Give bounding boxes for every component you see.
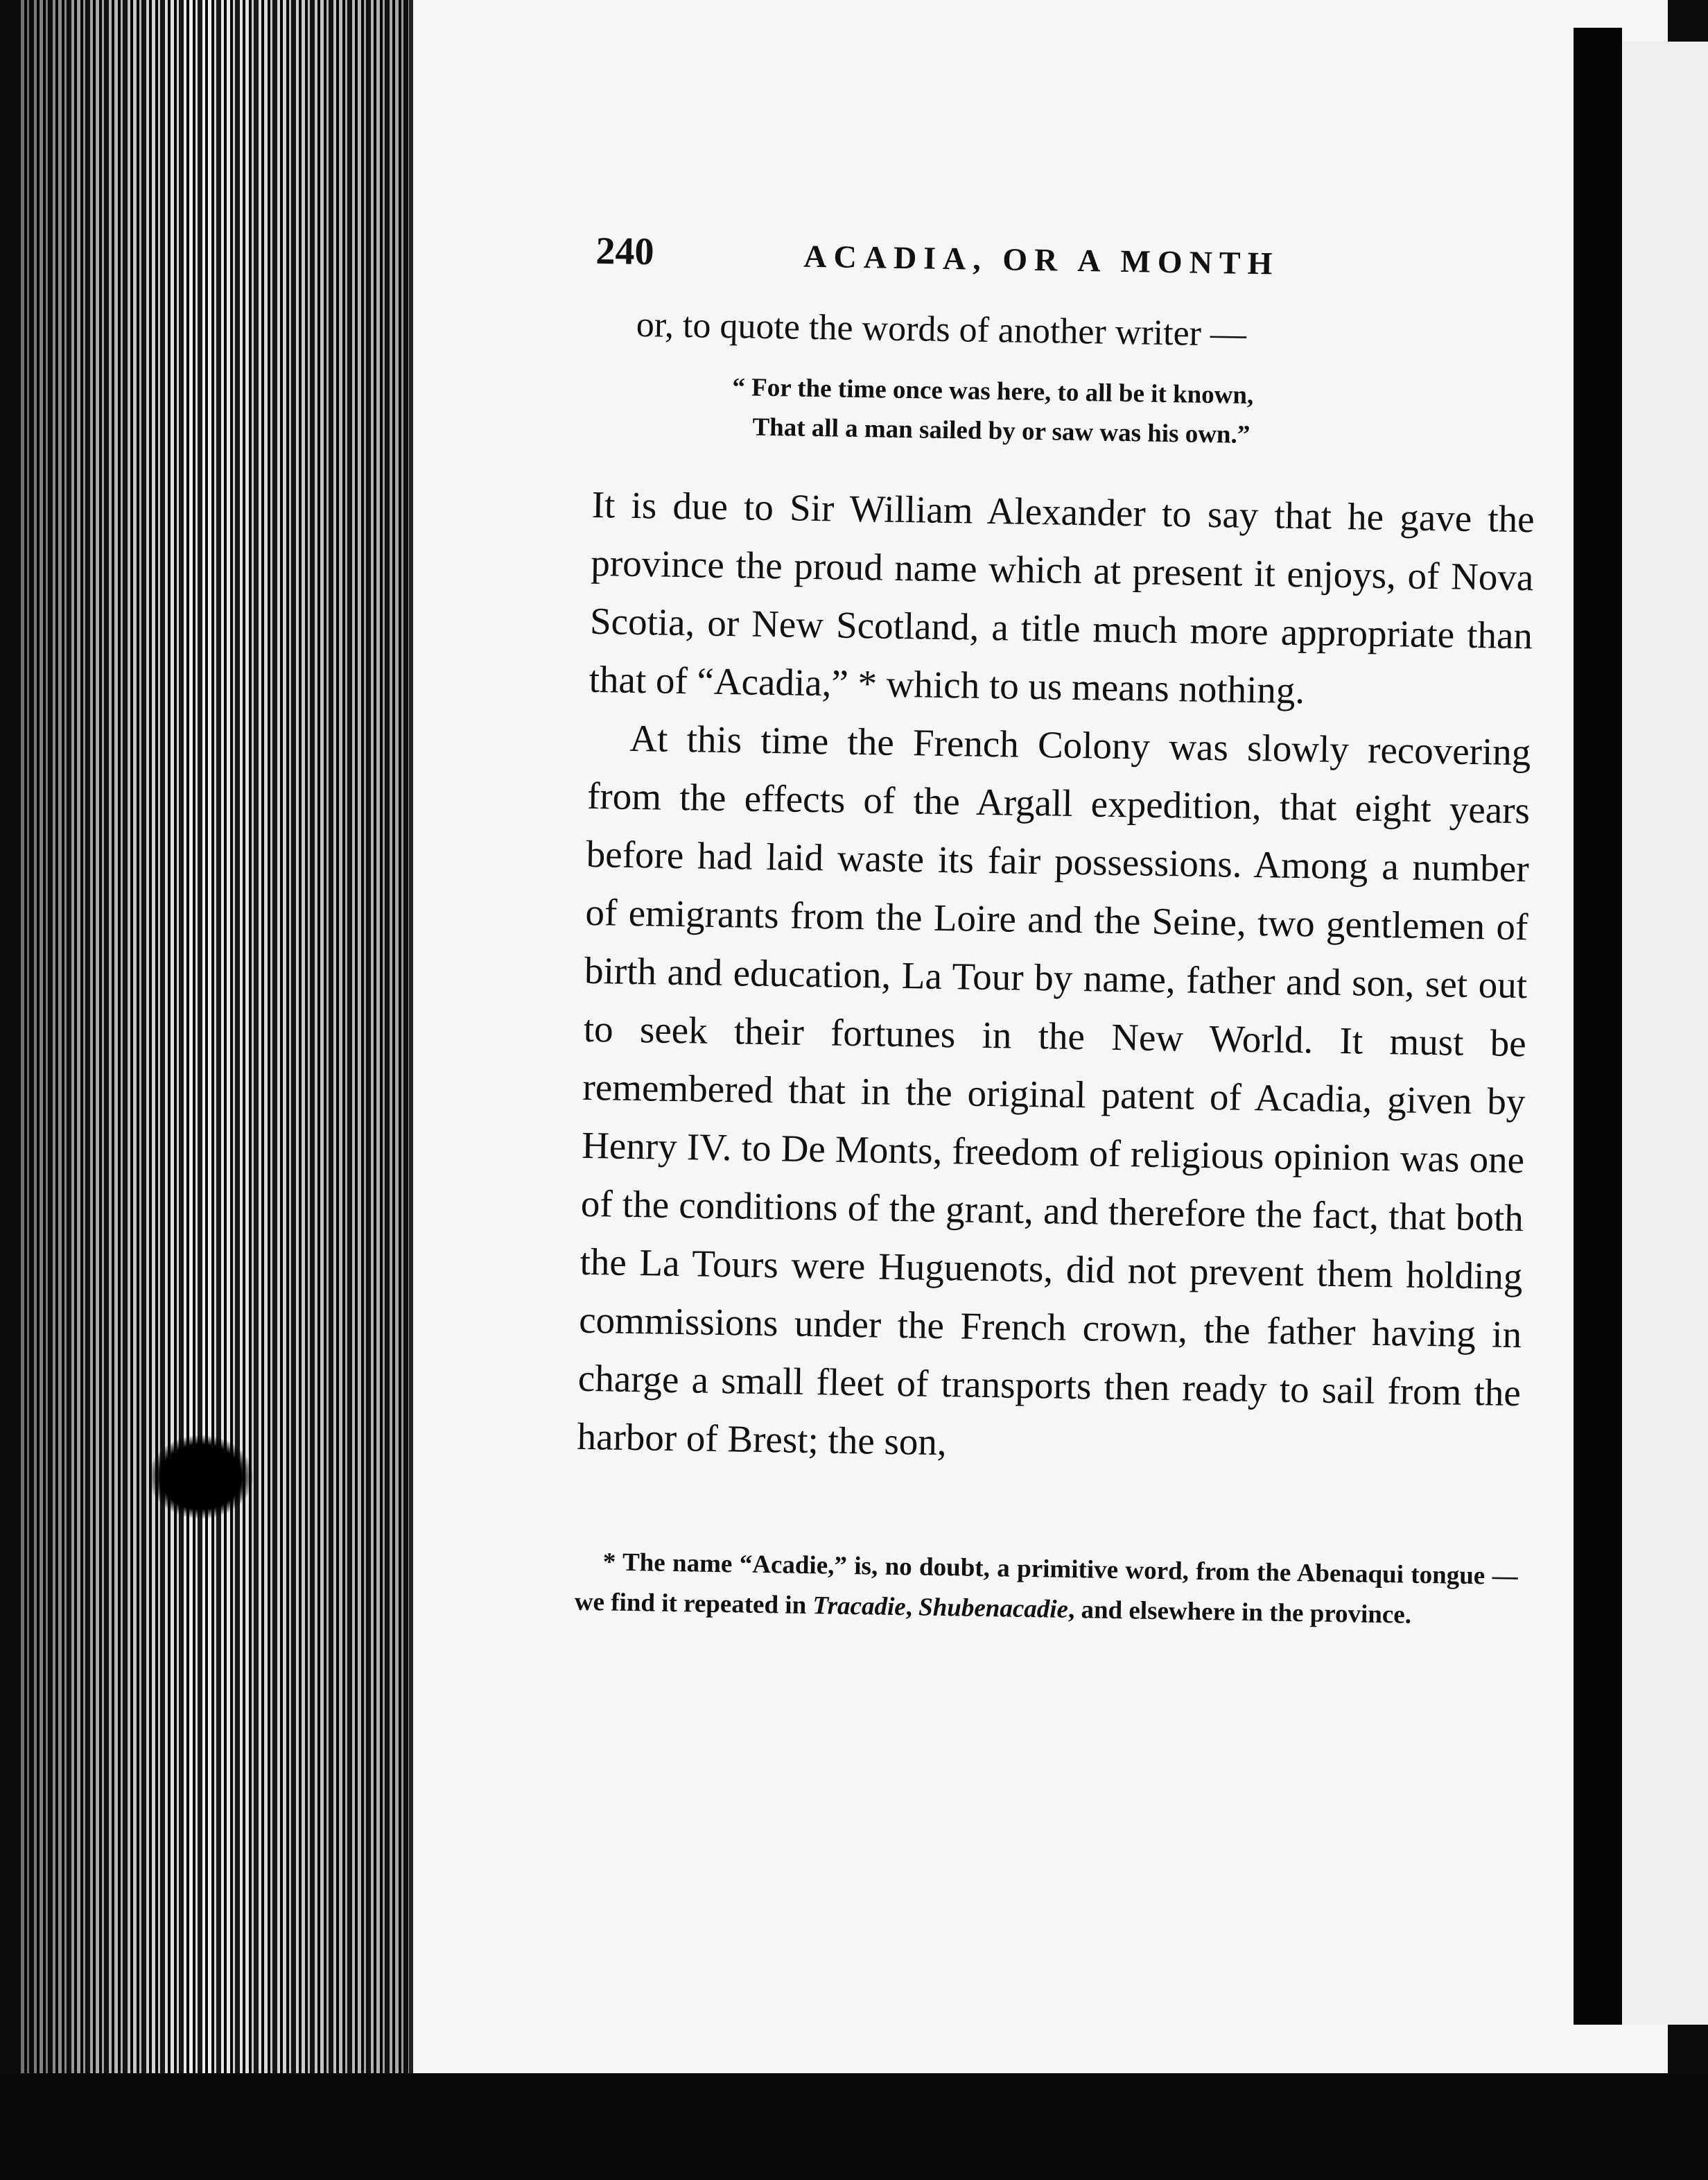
- footnote-suffix: , and elsewhere in the province.: [1068, 1595, 1412, 1629]
- page-number: 240: [595, 229, 654, 274]
- intro-line: or, to quote the words of another writer —: [636, 304, 1247, 354]
- running-title: ACADIA, OR A MONTH: [803, 238, 1280, 282]
- scan-bottom-border: [0, 2073, 1708, 2180]
- adjacent-page-edge: [1622, 42, 1708, 2025]
- page-edges-shading: [21, 0, 409, 2087]
- ink-blot: [149, 1435, 253, 1519]
- page-gutter-shadow: [1574, 28, 1622, 2025]
- page-content: [574, 229, 1538, 1637]
- verse-line-2: That all a man sailed by or saw was his own.”: [752, 413, 1250, 450]
- verse-line-1: “ For the time once was here, to all be it known,: [732, 373, 1254, 410]
- footnote: [574, 1541, 1518, 1636]
- body-text: [577, 476, 1535, 1480]
- footnote-separator: ,: [905, 1592, 919, 1622]
- verse-quote: [731, 367, 1537, 460]
- footnote-prefix: * The name “Acadie,” is, no doubt, a primitive word, from the Abenaqui tongue — we find it repeated in: [574, 1548, 1518, 1620]
- footnote-place-2: Shubenacadie: [918, 1593, 1069, 1624]
- paragraph-2: At this time the French Colony was slowly recovering from the effects of the Argall expedition, that eight years before had laid waste its fair possessions. Among a number of emigrants from the Loire and the Seine, two gentlemen of birth and education, La Tour by name, father and son, set out to seek their fortunes in the New World. It must be remembered that in the original patent of Acadia, given by Henry IV. to De Monts, freedom of religious opinion was one of the conditions of the grant, and therefore the fact, that both the La Tours were Huguenots, did not prevent them holding commissions under the French crown, the father having in charge a small fleet of transports then ready to sail from the harbor of Brest; the son,: [577, 716, 1531, 1463]
- footnote-place-1: Tracadie: [812, 1591, 907, 1621]
- paragraph-1: It is due to Sir William Alexander to say that he gave the province the proud name which at present it enjoys, of Nova Scotia, or New Scotland, a title much more appropriate than that of “Acadia,” * which to us means nothing.: [589, 483, 1535, 711]
